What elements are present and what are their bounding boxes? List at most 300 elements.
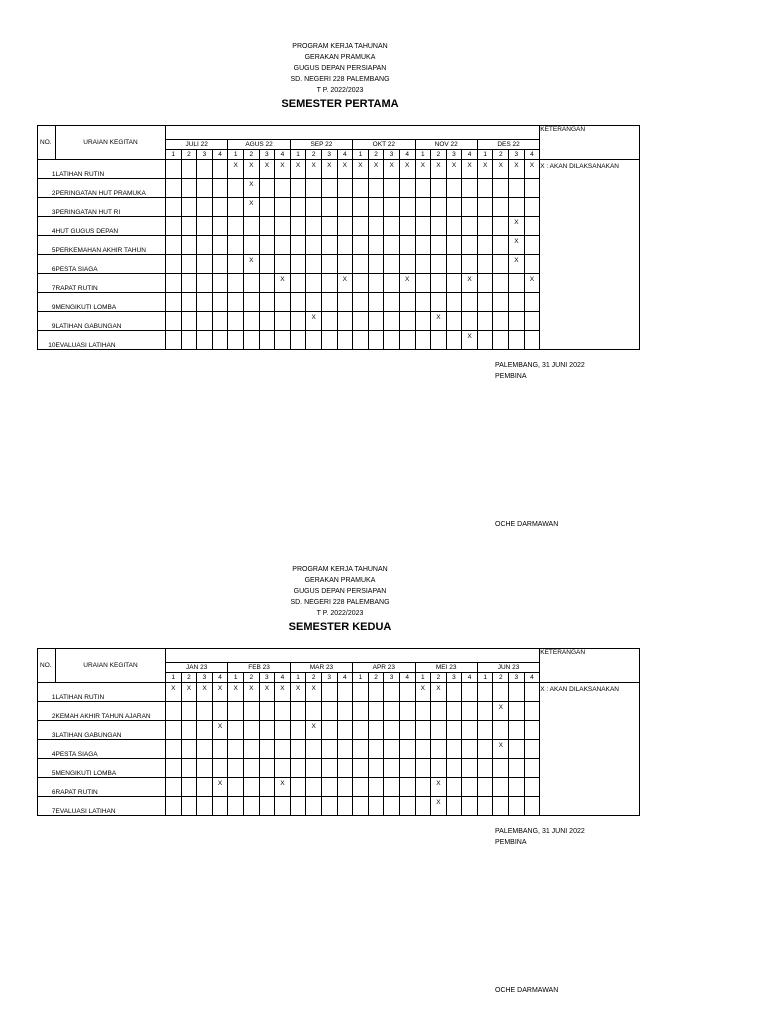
week-cell bbox=[259, 255, 275, 274]
week-cell bbox=[431, 255, 447, 274]
week-cell bbox=[415, 312, 431, 331]
week-cell bbox=[228, 179, 244, 198]
week-number: 4 bbox=[275, 673, 291, 683]
week-cell bbox=[446, 293, 462, 312]
week-number: 2 bbox=[431, 673, 447, 683]
keterangan-note: X : AKAN DILAKSANAKAN bbox=[540, 683, 640, 816]
week-cell bbox=[446, 759, 462, 778]
week-cell bbox=[524, 293, 540, 312]
week-cell bbox=[399, 797, 415, 816]
week-cell bbox=[321, 683, 337, 702]
activity-name: RAPAT RUTIN bbox=[56, 274, 166, 293]
row-number: 4 bbox=[38, 217, 56, 236]
schedule-mark: X bbox=[259, 683, 275, 702]
month-header: AGUS 22 bbox=[228, 140, 290, 150]
week-cell bbox=[493, 217, 509, 236]
week-number: 3 bbox=[446, 150, 462, 160]
week-cell bbox=[290, 759, 306, 778]
week-cell bbox=[368, 683, 384, 702]
week-cell bbox=[446, 740, 462, 759]
week-cell bbox=[166, 759, 182, 778]
week-cell bbox=[462, 740, 478, 759]
row-number: 9 bbox=[38, 312, 56, 331]
schedule-mark: X bbox=[306, 721, 322, 740]
week-cell bbox=[368, 778, 384, 797]
week-cell bbox=[353, 236, 369, 255]
week-cell bbox=[337, 702, 353, 721]
week-cell bbox=[524, 683, 540, 702]
week-cell bbox=[353, 198, 369, 217]
week-number: 3 bbox=[509, 673, 525, 683]
week-cell bbox=[384, 179, 400, 198]
schedule-mark: X bbox=[306, 683, 322, 702]
row-number: 6 bbox=[38, 255, 56, 274]
week-cell bbox=[477, 721, 493, 740]
week-number: 4 bbox=[275, 150, 291, 160]
week-cell bbox=[493, 198, 509, 217]
week-number: 1 bbox=[290, 150, 306, 160]
week-cell bbox=[337, 236, 353, 255]
week-cell bbox=[306, 740, 322, 759]
week-cell bbox=[275, 179, 291, 198]
week-cell bbox=[228, 198, 244, 217]
week-cell bbox=[368, 236, 384, 255]
week-cell bbox=[368, 759, 384, 778]
week-cell bbox=[212, 198, 228, 217]
week-cell bbox=[384, 293, 400, 312]
week-cell bbox=[197, 255, 213, 274]
week-cell bbox=[462, 293, 478, 312]
week-number: 4 bbox=[462, 673, 478, 683]
row-number: 2 bbox=[38, 179, 56, 198]
week-cell bbox=[368, 331, 384, 350]
row-number: 5 bbox=[38, 759, 56, 778]
week-cell bbox=[166, 312, 182, 331]
schedule-mark: X bbox=[228, 683, 244, 702]
week-cell bbox=[368, 312, 384, 331]
week-cell bbox=[228, 293, 244, 312]
keterangan-note: X : AKAN DILAKSANAKAN bbox=[540, 160, 640, 350]
week-cell bbox=[275, 721, 291, 740]
week-cell bbox=[368, 274, 384, 293]
week-cell bbox=[524, 797, 540, 816]
activity-name: EVALUASI LATIHAN bbox=[56, 331, 166, 350]
week-cell bbox=[368, 217, 384, 236]
week-number: 1 bbox=[415, 673, 431, 683]
week-cell bbox=[166, 198, 182, 217]
week-cell bbox=[228, 702, 244, 721]
week-cell bbox=[477, 236, 493, 255]
schedule-mark: X bbox=[290, 160, 306, 179]
week-cell bbox=[524, 255, 540, 274]
week-number: 2 bbox=[181, 150, 197, 160]
week-cell bbox=[243, 293, 259, 312]
week-cell bbox=[477, 198, 493, 217]
schedule-mark: X bbox=[212, 683, 228, 702]
week-cell bbox=[477, 797, 493, 816]
month-header: MAR 23 bbox=[290, 663, 352, 673]
week-cell bbox=[228, 236, 244, 255]
week-cell bbox=[446, 721, 462, 740]
week-number: 3 bbox=[446, 673, 462, 683]
week-cell bbox=[524, 179, 540, 198]
schedule-mark: X bbox=[321, 160, 337, 179]
week-cell bbox=[337, 721, 353, 740]
schedule-mark: X bbox=[399, 274, 415, 293]
week-cell bbox=[384, 331, 400, 350]
week-cell bbox=[384, 721, 400, 740]
week-cell bbox=[181, 274, 197, 293]
week-number: 1 bbox=[228, 150, 244, 160]
week-cell bbox=[259, 179, 275, 198]
week-cell bbox=[399, 293, 415, 312]
week-cell bbox=[228, 255, 244, 274]
week-cell bbox=[446, 236, 462, 255]
header-line-3: GUGUS DEPAN PERSIAPAN bbox=[293, 588, 387, 595]
week-cell bbox=[228, 778, 244, 797]
month-header: DES 22 bbox=[477, 140, 539, 150]
week-cell bbox=[399, 683, 415, 702]
week-cell bbox=[384, 702, 400, 721]
header-line-5: T P. 2022/2023 bbox=[316, 87, 364, 94]
week-cell bbox=[477, 179, 493, 198]
week-cell bbox=[243, 274, 259, 293]
header-line-4: SD. NEGERI 228 PALEMBANG bbox=[290, 76, 390, 83]
week-cell bbox=[493, 179, 509, 198]
week-cell bbox=[275, 293, 291, 312]
week-cell bbox=[337, 293, 353, 312]
week-cell bbox=[462, 759, 478, 778]
week-cell bbox=[353, 331, 369, 350]
signature-name: OCHE DARMAWAN bbox=[495, 987, 559, 994]
week-cell bbox=[509, 179, 525, 198]
week-cell bbox=[353, 293, 369, 312]
schedule-mark: X bbox=[509, 236, 525, 255]
schedule-mark: X bbox=[290, 683, 306, 702]
week-cell bbox=[477, 740, 493, 759]
signature-place-date: PALEMBANG, 31 JUNI 2022 bbox=[495, 362, 585, 369]
week-cell bbox=[337, 683, 353, 702]
week-cell bbox=[212, 236, 228, 255]
week-cell bbox=[446, 683, 462, 702]
semester-2-signature bbox=[495, 826, 585, 848]
week-cell bbox=[384, 759, 400, 778]
week-cell bbox=[415, 236, 431, 255]
header-line-1: PROGRAM KERJA TAHUNAN bbox=[292, 566, 388, 573]
week-cell bbox=[399, 217, 415, 236]
week-cell bbox=[384, 236, 400, 255]
week-number: 4 bbox=[337, 150, 353, 160]
week-cell bbox=[462, 179, 478, 198]
week-cell bbox=[415, 179, 431, 198]
week-cell bbox=[353, 179, 369, 198]
week-cell bbox=[509, 797, 525, 816]
activity-name: MENGIKUTI LOMBA bbox=[56, 759, 166, 778]
week-cell bbox=[166, 217, 182, 236]
week-cell bbox=[166, 331, 182, 350]
week-cell bbox=[477, 331, 493, 350]
week-cell bbox=[415, 293, 431, 312]
week-cell bbox=[275, 740, 291, 759]
activity-name: LATIHAN GABUNGAN bbox=[56, 312, 166, 331]
week-cell bbox=[197, 217, 213, 236]
week-cell bbox=[181, 331, 197, 350]
week-cell bbox=[321, 293, 337, 312]
week-number: 1 bbox=[353, 150, 369, 160]
header-line-4: SD. NEGERI 228 PALEMBANG bbox=[290, 599, 390, 606]
week-cell bbox=[321, 179, 337, 198]
week-cell bbox=[166, 740, 182, 759]
week-number: 1 bbox=[415, 150, 431, 160]
week-number: 3 bbox=[259, 673, 275, 683]
week-cell bbox=[197, 236, 213, 255]
week-cell bbox=[275, 312, 291, 331]
week-cell bbox=[259, 740, 275, 759]
week-number: 2 bbox=[431, 150, 447, 160]
week-number: 3 bbox=[259, 150, 275, 160]
week-number: 4 bbox=[399, 673, 415, 683]
schedule-mark: X bbox=[306, 160, 322, 179]
week-cell bbox=[181, 740, 197, 759]
semester-title: SEMESTER KEDUA bbox=[288, 621, 392, 633]
week-cell bbox=[259, 778, 275, 797]
week-cell bbox=[509, 778, 525, 797]
schedule-mark: X bbox=[509, 255, 525, 274]
activity-name: PERINGATAN HUT PRAMUKA bbox=[56, 179, 166, 198]
signature-place-date: PALEMBANG, 31 JUNI 2022 bbox=[495, 828, 585, 835]
week-cell bbox=[399, 255, 415, 274]
week-cell bbox=[477, 759, 493, 778]
week-cell bbox=[399, 236, 415, 255]
week-cell bbox=[384, 274, 400, 293]
week-cell bbox=[415, 778, 431, 797]
week-cell bbox=[228, 759, 244, 778]
week-cell bbox=[337, 331, 353, 350]
week-cell bbox=[337, 759, 353, 778]
header-blank-band bbox=[166, 649, 540, 663]
week-number: 2 bbox=[243, 150, 259, 160]
week-cell bbox=[384, 198, 400, 217]
week-cell bbox=[399, 759, 415, 778]
week-cell bbox=[212, 740, 228, 759]
week-cell bbox=[290, 217, 306, 236]
week-cell bbox=[446, 312, 462, 331]
week-cell bbox=[353, 740, 369, 759]
week-cell bbox=[321, 312, 337, 331]
week-cell bbox=[228, 797, 244, 816]
signature-name: OCHE DARMAWAN bbox=[495, 521, 559, 528]
schedule-mark: X bbox=[509, 217, 525, 236]
week-number: 2 bbox=[493, 673, 509, 683]
week-cell bbox=[181, 160, 197, 179]
week-cell bbox=[509, 331, 525, 350]
week-cell bbox=[353, 797, 369, 816]
semester-1-table bbox=[37, 125, 640, 350]
schedule-mark: X bbox=[275, 160, 291, 179]
week-cell bbox=[166, 160, 182, 179]
week-cell bbox=[306, 179, 322, 198]
week-cell bbox=[290, 236, 306, 255]
week-cell bbox=[290, 293, 306, 312]
week-cell bbox=[399, 312, 415, 331]
week-cell bbox=[321, 778, 337, 797]
schedule-mark: X bbox=[431, 797, 447, 816]
week-cell bbox=[228, 740, 244, 759]
schedule-mark: X bbox=[431, 683, 447, 702]
week-cell bbox=[243, 721, 259, 740]
week-cell bbox=[197, 160, 213, 179]
schedule-mark: X bbox=[212, 721, 228, 740]
week-cell bbox=[477, 702, 493, 721]
week-cell bbox=[212, 255, 228, 274]
col-header-no: NO. bbox=[38, 126, 56, 160]
week-cell bbox=[321, 740, 337, 759]
semester-1-header bbox=[0, 41, 680, 111]
week-cell bbox=[431, 721, 447, 740]
schedule-mark: X bbox=[446, 160, 462, 179]
week-cell bbox=[306, 293, 322, 312]
week-cell bbox=[321, 236, 337, 255]
week-cell bbox=[321, 331, 337, 350]
week-number: 1 bbox=[477, 673, 493, 683]
week-cell bbox=[493, 293, 509, 312]
schedule-mark: X bbox=[243, 198, 259, 217]
week-cell bbox=[353, 312, 369, 331]
week-cell bbox=[524, 778, 540, 797]
week-cell bbox=[384, 683, 400, 702]
schedule-mark: X bbox=[166, 683, 182, 702]
activity-name: LATIHAN RUTIN bbox=[56, 683, 166, 702]
week-cell bbox=[337, 312, 353, 331]
week-cell bbox=[493, 331, 509, 350]
week-cell bbox=[462, 217, 478, 236]
week-cell bbox=[290, 778, 306, 797]
week-cell bbox=[259, 702, 275, 721]
week-cell bbox=[212, 274, 228, 293]
schedule-mark: X bbox=[243, 255, 259, 274]
week-cell bbox=[415, 331, 431, 350]
week-cell bbox=[368, 255, 384, 274]
schedule-mark: X bbox=[493, 160, 509, 179]
week-cell bbox=[493, 721, 509, 740]
week-cell bbox=[462, 683, 478, 702]
month-header: JULI 22 bbox=[166, 140, 228, 150]
week-cell bbox=[509, 274, 525, 293]
activity-name: PESTA SIAGA bbox=[56, 255, 166, 274]
week-cell bbox=[259, 797, 275, 816]
week-cell bbox=[509, 721, 525, 740]
week-number: 2 bbox=[306, 150, 322, 160]
week-cell bbox=[212, 293, 228, 312]
week-cell bbox=[368, 293, 384, 312]
week-cell bbox=[353, 274, 369, 293]
schedule-mark: X bbox=[368, 160, 384, 179]
week-cell bbox=[415, 740, 431, 759]
week-cell bbox=[212, 217, 228, 236]
week-cell bbox=[306, 236, 322, 255]
week-cell bbox=[290, 740, 306, 759]
week-cell bbox=[259, 312, 275, 331]
week-cell bbox=[166, 721, 182, 740]
week-cell bbox=[243, 797, 259, 816]
month-header: SEP 22 bbox=[290, 140, 352, 150]
schedule-mark: X bbox=[462, 160, 478, 179]
week-cell bbox=[446, 702, 462, 721]
schedule-mark: X bbox=[431, 778, 447, 797]
week-cell bbox=[462, 255, 478, 274]
row-number: 3 bbox=[38, 198, 56, 217]
week-cell bbox=[259, 759, 275, 778]
schedule-mark: X bbox=[477, 160, 493, 179]
signature-role: PEMBINA bbox=[495, 839, 527, 846]
schedule-mark: X bbox=[509, 160, 525, 179]
week-cell bbox=[228, 721, 244, 740]
week-cell bbox=[399, 721, 415, 740]
schedule-mark: X bbox=[259, 160, 275, 179]
week-cell bbox=[509, 740, 525, 759]
schedule-mark: X bbox=[462, 331, 478, 350]
schedule-mark: X bbox=[197, 683, 213, 702]
week-cell bbox=[477, 683, 493, 702]
week-cell bbox=[181, 702, 197, 721]
week-cell bbox=[337, 179, 353, 198]
activity-name: EVALUASI LATIHAN bbox=[56, 797, 166, 816]
week-cell bbox=[306, 759, 322, 778]
week-cell bbox=[399, 702, 415, 721]
week-cell bbox=[290, 721, 306, 740]
week-cell bbox=[212, 312, 228, 331]
week-cell bbox=[368, 179, 384, 198]
schedule-mark: X bbox=[275, 274, 291, 293]
week-cell bbox=[197, 721, 213, 740]
week-cell bbox=[306, 331, 322, 350]
week-number: 4 bbox=[212, 150, 228, 160]
week-cell bbox=[524, 740, 540, 759]
col-header-uraian: URAIAN KEGITAN bbox=[56, 649, 166, 683]
week-cell bbox=[166, 236, 182, 255]
week-cell bbox=[290, 274, 306, 293]
week-number: 3 bbox=[321, 673, 337, 683]
week-cell bbox=[228, 217, 244, 236]
week-cell bbox=[477, 217, 493, 236]
week-cell bbox=[166, 778, 182, 797]
week-cell bbox=[353, 702, 369, 721]
week-cell bbox=[353, 759, 369, 778]
week-cell bbox=[493, 797, 509, 816]
week-cell bbox=[197, 274, 213, 293]
week-cell bbox=[197, 293, 213, 312]
week-cell bbox=[197, 797, 213, 816]
schedule-mark: X bbox=[228, 160, 244, 179]
schedule-mark: X bbox=[275, 683, 291, 702]
week-cell bbox=[368, 797, 384, 816]
col-header-keterangan: KETERANGAN bbox=[540, 126, 640, 160]
week-cell bbox=[337, 198, 353, 217]
week-cell bbox=[477, 293, 493, 312]
schedule-mark: X bbox=[524, 274, 540, 293]
schedule-mark: X bbox=[243, 160, 259, 179]
schedule-mark: X bbox=[524, 160, 540, 179]
col-header-uraian: URAIAN KEGITAN bbox=[56, 126, 166, 160]
row-number: 6 bbox=[38, 778, 56, 797]
week-cell bbox=[509, 198, 525, 217]
week-cell bbox=[415, 702, 431, 721]
week-cell bbox=[181, 198, 197, 217]
week-cell bbox=[166, 274, 182, 293]
schedule-mark: X bbox=[181, 683, 197, 702]
week-cell bbox=[197, 179, 213, 198]
week-cell bbox=[415, 274, 431, 293]
